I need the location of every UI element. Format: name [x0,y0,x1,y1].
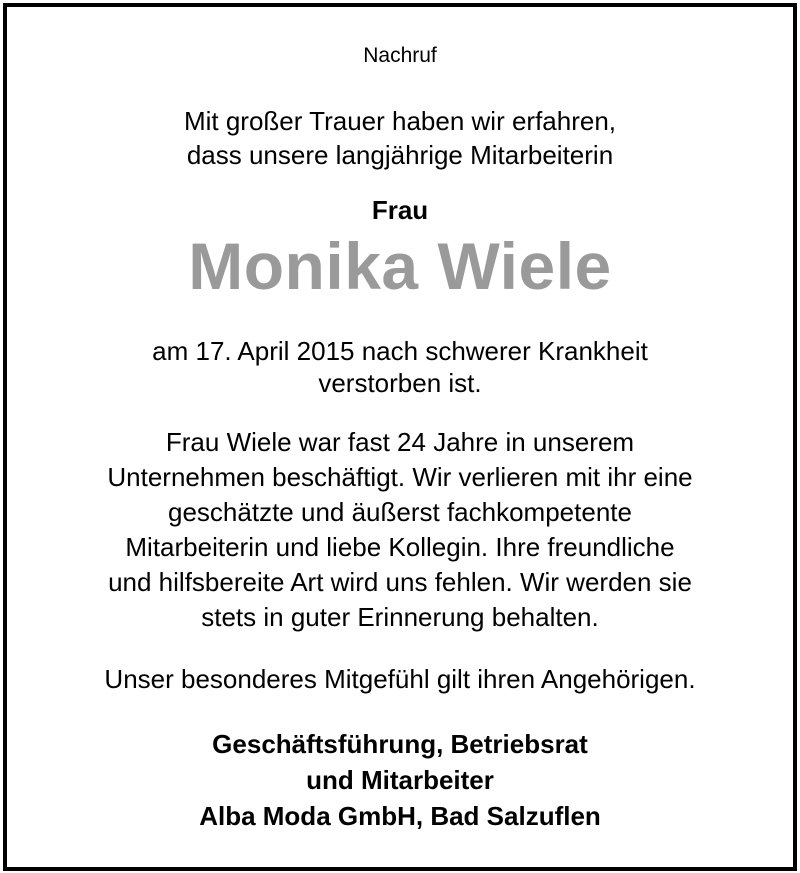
salutation: Frau [371,195,429,225]
signature-line-1: Geschäftsführung, Betriebsrat [212,729,588,759]
death-line-2: verstorben ist. [318,368,482,398]
tribute-line-4: Mitarbeiterin und liebe Kollegin. Ihre freundliche [125,532,675,562]
death-line-1: am 17. April 2015 nach schwerer Krankheit [152,336,648,366]
signature-line-2: und Mitarbeiter [306,765,494,795]
tribute-line-2: Unternehmen beschäftigt. Wir verlieren mit ihr eine [107,462,693,492]
tribute-line-5: und hilfsbereite Art wird uns fehlen. Wir werden sie [108,567,692,597]
deceased-name: Monika Wiele [188,229,612,303]
tribute-line-1: Frau Wiele war fast 24 Jahre in unserem [165,427,635,457]
notice-heading: Nachruf [363,44,437,67]
tribute-line-6: stets in guter Erinnerung behalten. [201,602,599,632]
signature-line-3: Alba Moda GmbH, Bad Salzuflen [199,801,601,831]
tribute-line-3: geschätzte und äußerst fachkompetente [168,497,632,527]
intro-line-1: Mit großer Trauer haben wir erfahren, [183,106,617,136]
intro-line-2: dass unsere langjährige Mitarbeiterin [186,140,614,170]
condolence-line: Unser besonderes Mitgefühl gilt ihren Angehörigen. [104,664,696,694]
